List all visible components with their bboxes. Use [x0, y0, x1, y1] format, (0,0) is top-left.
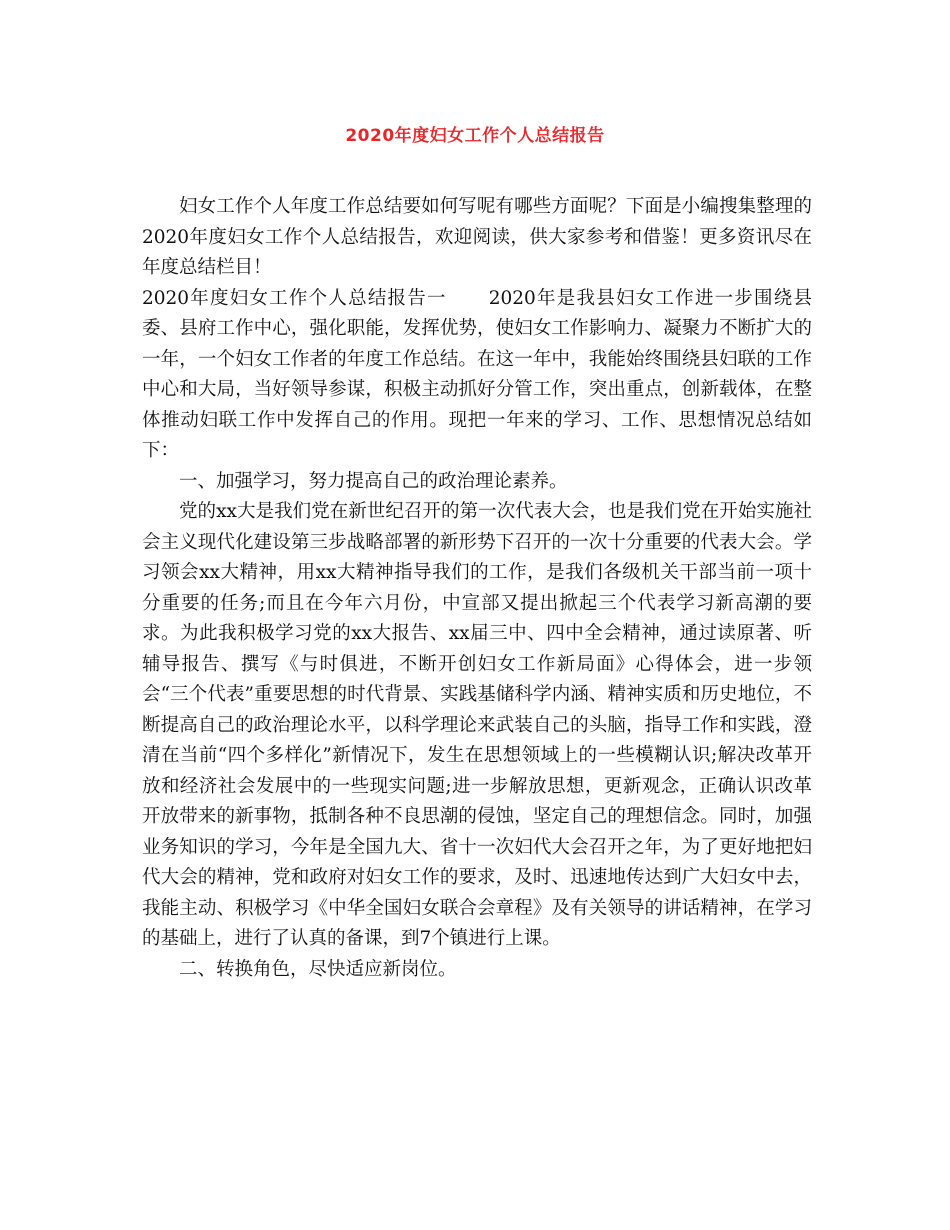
heading-one: 一、加强学习，努力提高自己的政治理论素养。 — [179, 470, 568, 492]
section-one-paragraph — [142, 284, 812, 467]
document-title: 2020年度妇女工作个人总结报告 — [345, 126, 605, 146]
heading-two: 二、转换角色，尽快适应新岗位。 — [179, 958, 457, 980]
section-intro: 2020年是我县妇女工作进一步围绕县委、县府工作中心，强化职能，发挥优势，使妇女工作影响力、凝聚力不断扩大的一年，一个妇女工作者的年度工作总结。在这一年中，我能始终围绕县妇联的工作中心和大局，当好领导参谋，积极主动抓好分管工作，突出重点，创新载体，在整体推动妇联工作中发挥自己的作用。现把一年来的学习、工作、思想情况总结如下： — [142, 287, 812, 461]
intro-paragraph: 妇女工作个人年度工作总结要如何写呢有哪些方面呢？下面是小编搜集整理的2020年度妇女工作个人总结报告，欢迎阅读，供大家参考和借鉴！更多资讯尽在年度总结栏目！ — [142, 196, 812, 278]
section-heading: 2020年度妇女工作个人总结报告一 — [142, 287, 447, 309]
document-body — [142, 192, 812, 985]
paragraph-one: 党的xx大是我们党在新世纪召开的第一次代表大会，也是我们党在开始实施社会主义现代化建设第三步战略部署的新形势下召开的一次十分重要的代表大会。学习领会xx大精神，用xx大精神指导我们的工作，是我们各级机关干部当前一项十分重要的任务;而且在今年六月份，中宣部又提出掀起三个代表学习新高潮的要求。为此我积极学习党的xx大报告、xx届三中、四中全会精神，通过读原著、听辅导报告、撰写《与时俱进，不断开创妇女工作新局面》心得体会，进一步领会“三个代表”重要思想的时代背景、实践基储科学内涵、精神实质和历史地位，不断提高自己的政治理论水平，以科学理论来武装自己的头脑，指导工作和实践，澄清在当前“四个多样化”新情况下，发生在思想领域上的一些模糊认识;解决改革开放和经济社会发展中的一些现实问题;进一步解放思想，更新观念，正确认识改革开放带来的新事物，抵制各种不良思潮的侵蚀，坚定自己的理想信念。同时，加强业务知识的学习，今年是全国九大、省十一次妇代大会召开之年，为了更好地把妇代大会的精神，党和政府对妇女工作的要求，及时、迅速地传达到广大妇女中去，我能主动、积极学习《中华全国妇女联合会章程》及有关领导的讲话精神，在学习的基础上，进行了认真的备课，到7个镇进行上课。 — [142, 501, 812, 949]
